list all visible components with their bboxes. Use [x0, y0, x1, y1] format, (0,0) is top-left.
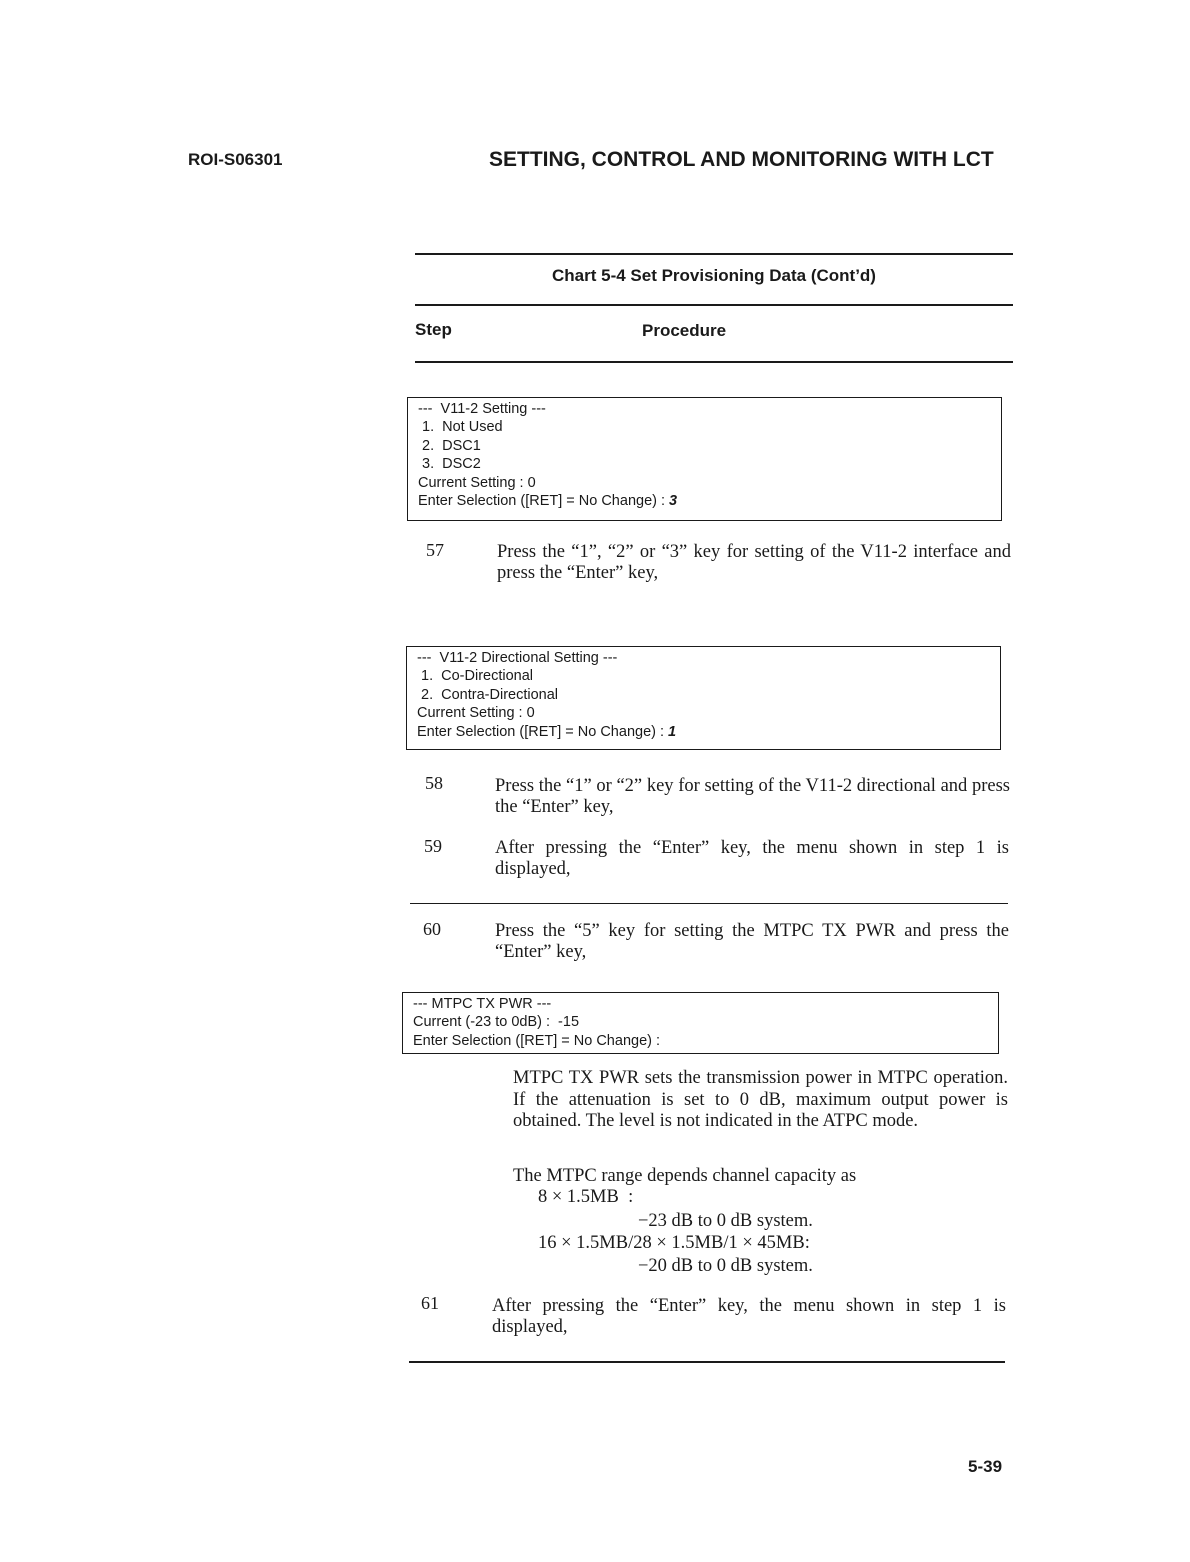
document-id: ROI-S06301 [188, 150, 283, 169]
step-text: Press the “1” or “2” key for setting of the V11-2 directional and press the “Enter” key, [495, 776, 1010, 817]
step-text: After pressing the “Enter” key, the menu shown in step 1 is displayed, [495, 838, 1009, 879]
chart-bottom-rule [409, 1361, 1005, 1363]
step-text: After pressing the “Enter” key, the menu shown in step 1 is displayed, [492, 1296, 1006, 1337]
chart-title: Chart 5-4 Set Provisioning Data (Cont’d) [552, 266, 876, 285]
screen-title: --- V11-2 Setting --- [418, 401, 546, 417]
entered-value: 1 [668, 723, 677, 740]
range-intro: The MTPC range depends channel capacity as [513, 1166, 857, 1186]
chart-top-rule [415, 253, 1013, 255]
column-header-rule [415, 361, 1013, 363]
step-number: 61 [421, 1293, 439, 1313]
column-header-procedure: Procedure [642, 321, 727, 340]
menu-option: 1. Co-Directional [421, 668, 534, 685]
menu-option: 1. Not Used [422, 419, 503, 436]
selection-prompt: Enter Selection ([RET] = No Change) : [413, 1032, 661, 1049]
menu-option: 2. DSC1 [422, 437, 481, 454]
step-number: 58 [425, 773, 443, 793]
selection-prompt [418, 492, 1001, 510]
current-setting: Current Setting : 0 [418, 474, 536, 491]
mtpc-description: MTPC TX PWR sets the transmission power in MTPC operation. If the attenuation is set to 0 dB, maximum output power is obtained. The level is not indicated in the ATPC mode. [513, 1068, 1008, 1131]
range-value: −20 dB to 0 dB system. [638, 1256, 813, 1276]
range-value: −23 dB to 0 dB system. [638, 1211, 813, 1231]
selection-prompt [417, 723, 1000, 741]
menu-option: 3. DSC2 [422, 456, 481, 473]
column-header-step: Step [415, 320, 452, 339]
range-capacity: 8 × 1.5MB : [538, 1187, 634, 1207]
step-text: Press the “1”, “2” or “3” key for setting of the V11-2 interface and press the “Enter” key, [497, 542, 1011, 583]
chart-title-rule [415, 304, 1013, 306]
page-title: SETTING, CONTROL AND MONITORING WITH LCT [489, 148, 994, 171]
screen-title: --- MTPC TX PWR --- [413, 996, 552, 1012]
terminal-screen-v11-directional [406, 646, 1001, 750]
step-number: 59 [424, 836, 442, 856]
terminal-screen-v11-setting [407, 397, 1002, 521]
page-number: 5-39 [968, 1457, 1003, 1476]
current-setting: Current Setting : 0 [417, 705, 535, 722]
terminal-screen-mtpc-tx-pwr [402, 992, 999, 1054]
prompt-text: Enter Selection ([RET] = No Change) : [418, 493, 670, 510]
menu-option: 2. Contra-Directional [421, 686, 558, 703]
screen-title: --- V11-2 Directional Setting --- [417, 650, 618, 666]
range-capacity: 16 × 1.5MB/28 × 1.5MB/1 × 45MB: [538, 1233, 810, 1253]
step-text: Press the “5” key for setting the MTPC TX PWR and press the “Enter” key, [495, 921, 1009, 962]
step-number: 60 [423, 919, 441, 939]
current-value: Current (-23 to 0dB) : -15 [413, 1014, 580, 1031]
step-number: 57 [426, 540, 444, 560]
prompt-text: Enter Selection ([RET] = No Change) : [417, 723, 669, 740]
section-divider [410, 903, 1008, 904]
entered-value: 3 [669, 493, 678, 510]
